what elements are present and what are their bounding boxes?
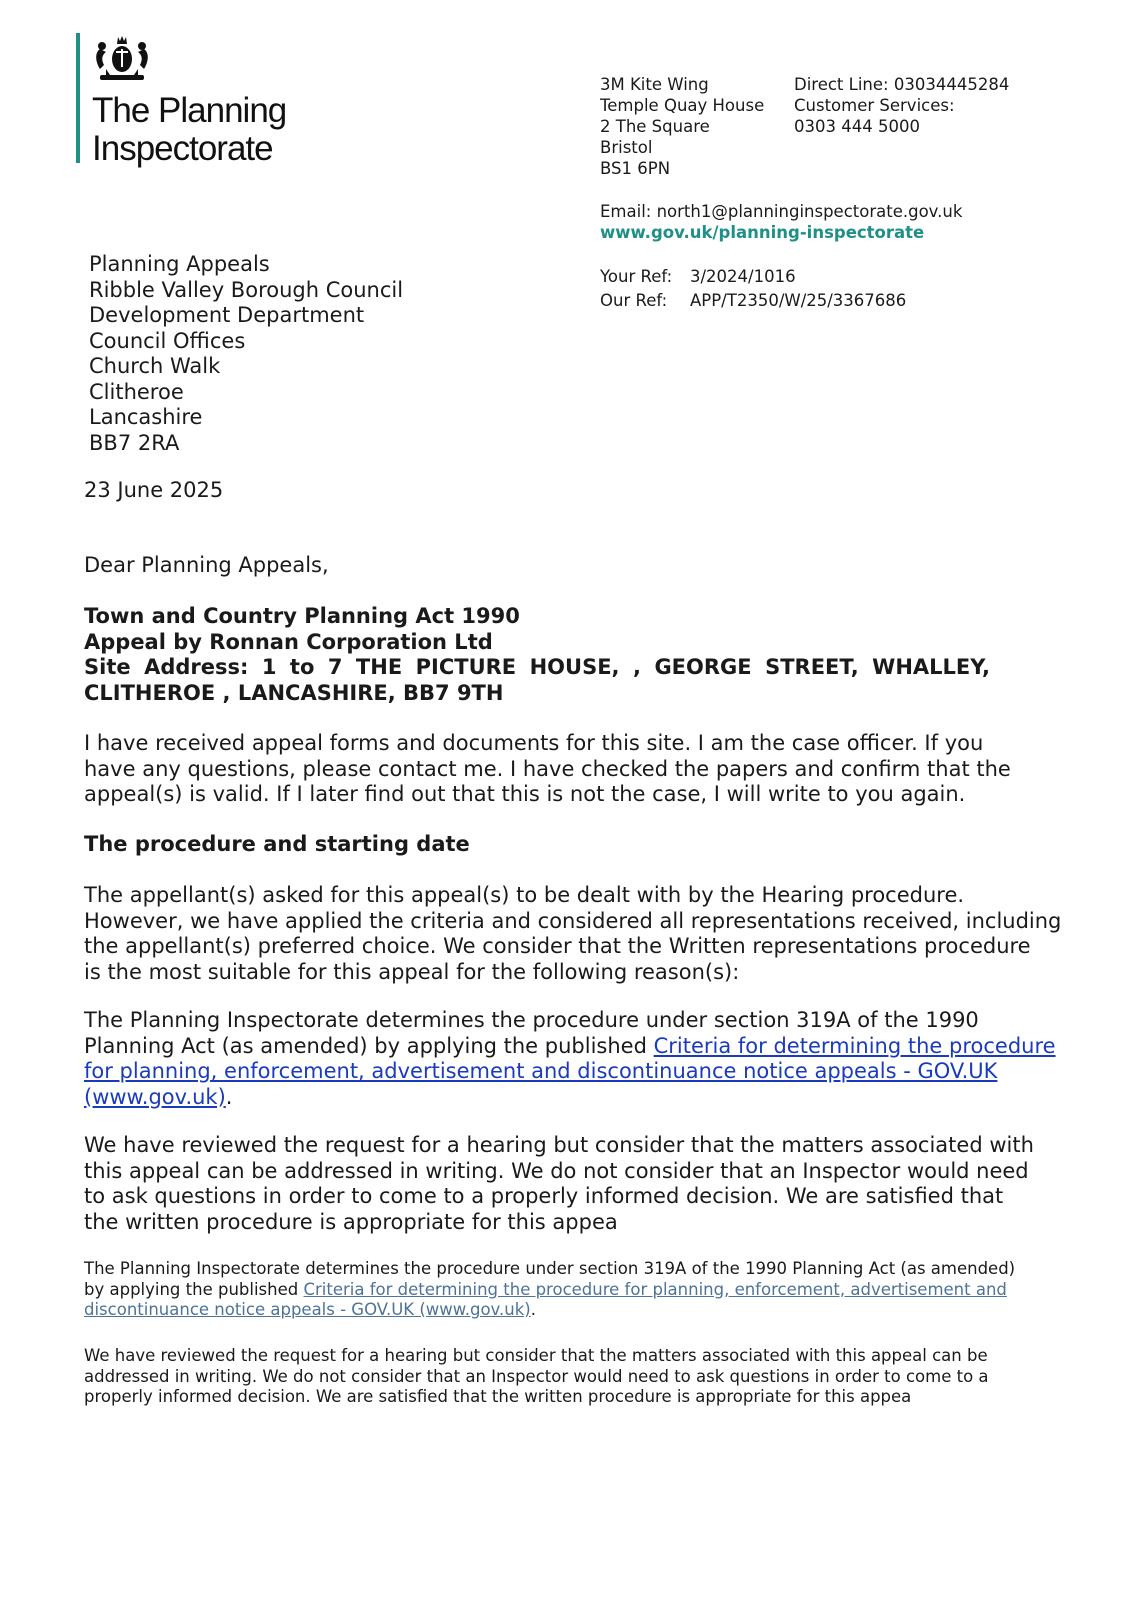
subject-line: Town and Country Planning Act 1990 — [84, 604, 520, 628]
paragraph-line: The Planning Inspectorate determines the procedure under section 319A of the 1990 Planning Act (as amended) — [84, 1259, 1016, 1278]
paragraph-line: have any questions, please contact me. I have checked the papers and confirm that the — [84, 756, 1011, 781]
your-ref-label: Your Ref: — [600, 267, 673, 286]
sender-address — [600, 74, 764, 179]
paragraph-text: . — [530, 1300, 536, 1319]
criteria-paragraph — [84, 1008, 1056, 1110]
address-line: Temple Quay House — [600, 96, 765, 115]
logo-accent-bar — [76, 33, 80, 163]
hearing-review-paragraph — [84, 1133, 1034, 1235]
section-heading: The procedure and starting date — [84, 832, 470, 856]
subject-site-address-cont: CLITHEROE , LANCASHIRE, BB7 9TH — [84, 680, 504, 705]
paragraph-text: by applying the published — [84, 1279, 304, 1299]
paragraph-line: The Planning Inspectorate determines the procedure under section 319A of the 1990 — [84, 1008, 979, 1032]
criteria-link-small-cont[interactable]: discontinuance notice appeals - GOV.UK (www.gov.uk) — [84, 1300, 531, 1319]
fine-print-criteria — [84, 1259, 1015, 1321]
website-link[interactable]: www.gov.uk/planning-inspectorate — [600, 223, 925, 242]
paragraph-line: the written procedure is appropriate for this appea — [84, 1209, 618, 1234]
paragraph-line: The appellant(s) asked for this appeal(s) to be dealt with by the Hearing procedure. — [84, 883, 965, 907]
direct-line: Direct Line: 03034445284 — [794, 75, 1010, 94]
fine-print-hearing-review — [84, 1346, 989, 1408]
subject-block — [84, 604, 990, 706]
contact-numbers — [794, 74, 1009, 137]
paragraph-line: is the most suitable for this appeal for the following reason(s): — [84, 959, 740, 984]
salutation: Dear Planning Appeals, — [84, 553, 329, 577]
recipient-line: Development Department — [89, 303, 365, 327]
recipient-line: Ribble Valley Borough Council — [89, 277, 404, 302]
your-ref-value: 3/2024/1016 — [690, 267, 796, 286]
paragraph-line: to ask questions in order to come to a properly informed decision. We are satisfied that — [84, 1184, 1004, 1208]
paragraph-line: We have reviewed the request for a hearing but consider that the matters associated with this appeal can be — [84, 1346, 988, 1365]
paragraph-line: the appellant(s) preferred choice. We consider that the Written representations procedure — [84, 934, 1031, 958]
paragraph-line: I have received appeal forms and documents for this site. I am the case officer. If you — [84, 731, 984, 755]
references — [600, 266, 906, 311]
paragraph-line: addressed in writing. We do not consider that an Inspector would need to ask questions in order to come to a — [84, 1366, 989, 1386]
paragraph-line: properly informed decision. We are satisfied that the written procedure is appropriate for this appea — [84, 1387, 912, 1406]
recipient-line: Lancashire — [89, 405, 203, 429]
customer-services-label: Customer Services: — [794, 96, 955, 115]
logo-line-1: The Planning — [92, 91, 287, 130]
letter-date: 23 June 2025 — [84, 478, 224, 502]
address-line: Bristol — [600, 138, 653, 157]
subject-site-address: Site Address: 1 to 7 THE PICTURE HOUSE, , GEORGE STREET, WHALLEY, — [84, 655, 990, 679]
contact-online — [600, 201, 962, 243]
logo-line-2: Inspectorate — [92, 129, 273, 168]
criteria-link-cont[interactable]: (www.gov.uk) — [84, 1084, 226, 1109]
our-ref-label: Our Ref: — [600, 291, 668, 310]
organisation-logo-text — [92, 92, 286, 168]
our-ref-value: APP/T2350/W/25/3367686 — [690, 291, 907, 310]
paragraph-line: However, we have applied the criteria and considered all representations received, including — [84, 908, 1062, 933]
paragraph-text: . — [225, 1084, 233, 1109]
address-line: BS1 6PN — [600, 159, 671, 178]
criteria-link[interactable]: Criteria for determining the procedure — [653, 1033, 1056, 1058]
criteria-link-small[interactable]: Criteria for determining the procedure for planning, enforcement, advertisement and — [303, 1279, 1007, 1299]
criteria-link-cont[interactable]: for planning, enforcement, advertisement and discontinuance notice appeals - GOV.UK — [84, 1059, 998, 1083]
recipient-address — [89, 252, 403, 456]
procedure-paragraph — [84, 883, 1061, 985]
recipient-line: Church Walk — [89, 354, 221, 378]
customer-services-number: 0303 444 5000 — [794, 117, 920, 136]
email[interactable]: Email: north1@planninginspectorate.gov.uk — [600, 202, 963, 221]
royal-crest-icon — [92, 35, 152, 85]
recipient-line: BB7 2RA — [89, 430, 180, 455]
recipient-line: Clitheroe — [89, 379, 184, 404]
recipient-line: Planning Appeals — [89, 252, 270, 276]
paragraph-line: this appeal can be addressed in writing. We do not consider that an Inspector would need — [84, 1158, 1029, 1183]
paragraph-line: We have reviewed the request for a hearing but consider that the matters associated with — [84, 1133, 1034, 1157]
intro-paragraph — [84, 731, 1011, 808]
address-line: 3M Kite Wing — [600, 75, 709, 94]
paragraph-line: appeal(s) is valid. If I later find out that this is not the case, I will write to you again. — [84, 782, 966, 806]
paragraph-text: Planning Act (as amended) by applying the published — [84, 1033, 654, 1058]
address-line: 2 The Square — [600, 117, 710, 136]
subject-line: Appeal by Ronnan Corporation Ltd — [84, 629, 493, 654]
recipient-line: Council Offices — [89, 328, 246, 353]
